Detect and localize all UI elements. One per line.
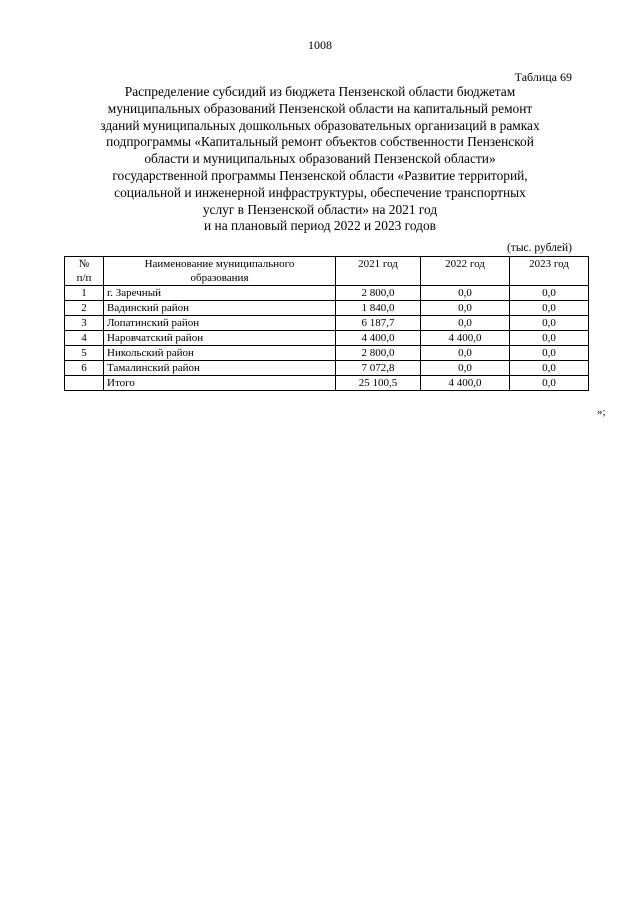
row-num: 2 [65, 301, 104, 316]
table-row [65, 361, 589, 376]
total-2022: 4 400,0 [421, 376, 510, 391]
row-num: 3 [65, 316, 104, 331]
row-name: г. Заречный [104, 286, 336, 301]
row-2023: 0,0 [510, 286, 589, 301]
table-label: Таблица 69 [514, 70, 572, 84]
table-row [65, 346, 589, 361]
title-line: Распределение субсидий из бюджета Пензенской области бюджетам [124, 84, 516, 99]
table-row [65, 316, 589, 331]
row-2021: 7 072,8 [336, 361, 421, 376]
row-2023: 0,0 [510, 331, 589, 346]
total-2021: 25 100,5 [336, 376, 421, 391]
row-num: 6 [65, 361, 104, 376]
row-2021: 2 800,0 [336, 346, 421, 361]
table-row [65, 331, 589, 346]
header-name [104, 257, 336, 286]
title-line: социальной и инженерной инфраструктуры, обеспечение транспортных [114, 184, 526, 200]
document-title [60, 84, 580, 235]
header-2021: 2021 год [336, 257, 421, 286]
row-2022: 0,0 [421, 301, 510, 316]
page-number: 1008 [308, 38, 332, 52]
row-2022: 0,0 [421, 361, 510, 376]
row-2021: 1 840,0 [336, 301, 421, 316]
row-2021: 4 400,0 [336, 331, 421, 346]
row-2023: 0,0 [510, 301, 589, 316]
row-name: Наровчатский район [104, 331, 336, 346]
closing-quote-mark: »; [597, 406, 606, 418]
row-2022: 0,0 [421, 346, 510, 361]
title-line: услуг в Пензенской области» на 2021 год [202, 201, 438, 217]
row-2022: 4 400,0 [421, 331, 510, 346]
row-name: Тамалинский район [104, 361, 336, 376]
units-note: (тыс. рублей) [506, 242, 572, 254]
title-line: подпрограммы «Капитальный ремонт объектов собственности Пензенской [106, 134, 534, 150]
title-line: области и муниципальных образований Пензенской области» [144, 151, 496, 167]
title-line: и на плановый период 2022 и 2023 годов [204, 218, 436, 234]
table-total-row [65, 376, 589, 391]
header-num-line2: п/п [76, 272, 92, 284]
subsidies-table [64, 256, 589, 391]
row-2023: 0,0 [510, 346, 589, 361]
title-line: государственной программы Пензенской области «Развитие территорий, [112, 167, 528, 183]
row-name: Лопатинский район [104, 316, 336, 331]
row-2023: 0,0 [510, 316, 589, 331]
total-num [65, 376, 104, 391]
row-2021: 6 187,7 [336, 316, 421, 331]
row-name: Вадинский район [104, 301, 336, 316]
row-2022: 0,0 [421, 316, 510, 331]
header-num-line1: № [78, 258, 90, 270]
header-2022: 2022 год [421, 257, 510, 286]
header-name-line2: образования [190, 272, 249, 284]
row-2022: 0,0 [421, 286, 510, 301]
row-2021: 2 800,0 [336, 286, 421, 301]
total-2023: 0,0 [510, 376, 589, 391]
row-num: 4 [65, 331, 104, 346]
total-label: Итого [104, 376, 336, 391]
row-num: 1 [65, 286, 104, 301]
row-num: 5 [65, 346, 104, 361]
header-num [65, 257, 104, 286]
header-name-line1: Наименование муниципального [144, 258, 295, 270]
row-2023: 0,0 [510, 361, 589, 376]
header-2023: 2023 год [510, 257, 589, 286]
table-row [65, 286, 589, 301]
title-line: муниципальных образований Пензенской области на капитальный ремонт [107, 100, 533, 116]
title-line: зданий муниципальных дошкольных образовательных организаций в рамках [100, 117, 540, 133]
table-header-row [65, 257, 589, 286]
row-name: Никольский район [104, 346, 336, 361]
table-row [65, 301, 589, 316]
